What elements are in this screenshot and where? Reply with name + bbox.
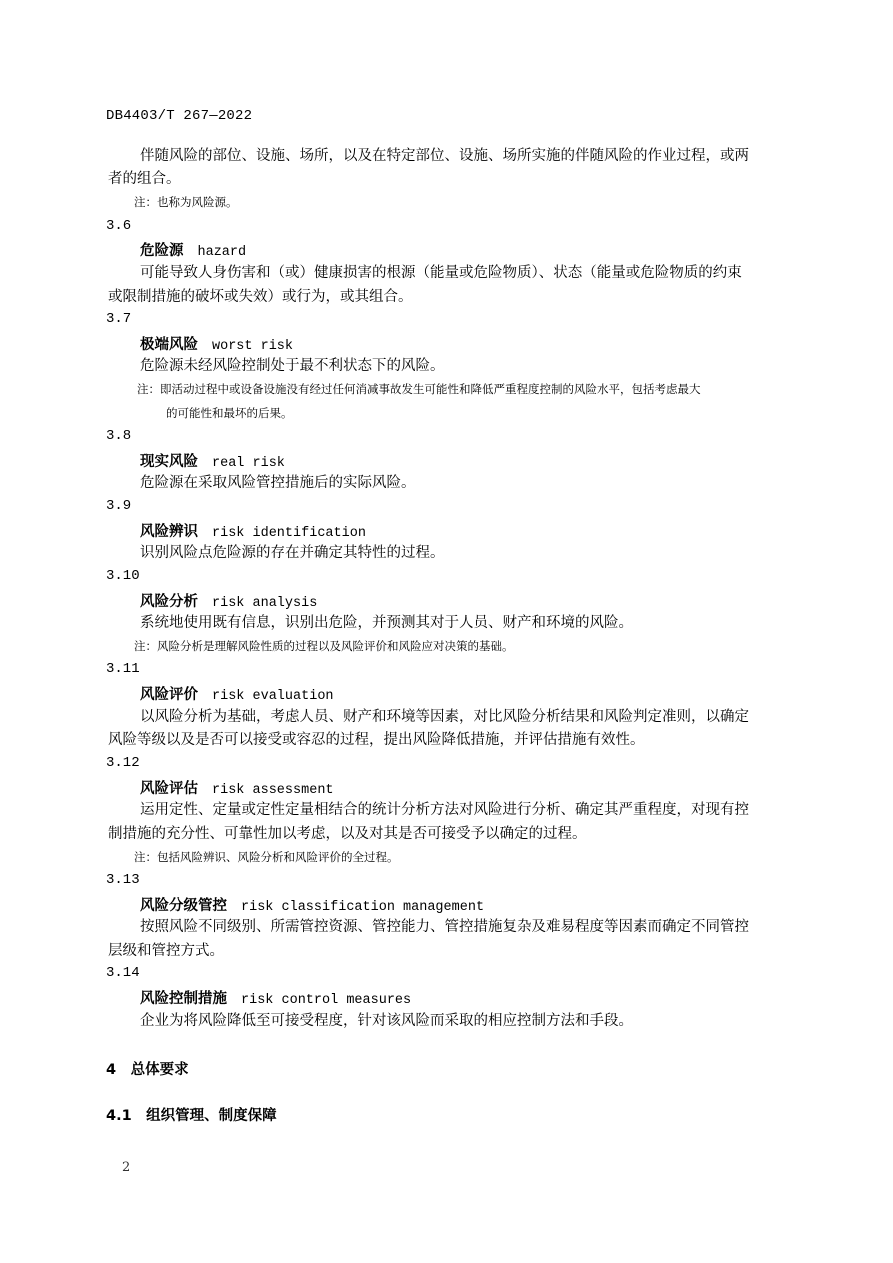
clause-number: 3.8	[106, 428, 132, 444]
term-heading	[140, 239, 246, 260]
definition-line: 按照风险不同级别、所需管控资源、管控能力、管控措施复杂及难易程度等因素而确定不同管控	[140, 919, 749, 935]
term-cn: 风险辨识	[140, 524, 198, 540]
definition-line: 可能导致人身伤害和（或）健康损害的根源（能量或危险物质）、状态（能量或危险物质的约束	[140, 265, 742, 281]
term-en: risk classification management	[241, 900, 485, 915]
term-cn: 现实风险	[140, 454, 198, 470]
term-cn: 风险分析	[140, 594, 198, 610]
definition-line: 系统地使用既有信息，识别出危险，并预测其对于人员、财产和环境的风险。	[140, 615, 633, 631]
definition-line: 识别风险点危险源的存在并确定其特性的过程。	[140, 545, 445, 561]
term-en: worst risk	[212, 339, 294, 354]
note-text: 注：包括风险辨识、风险分析和风险评价的全过程。	[134, 850, 399, 864]
note-text: 注：即活动过程中或设备设施没有经过任何消减事故发生可能性和降低严重程度控制的风险水平，包括考虑最大	[137, 382, 701, 396]
definition-line: 制措施的充分性、可靠性加以考虑，以及对其是否可接受予以确定的过程。	[108, 826, 587, 842]
term-en: risk control measures	[241, 993, 412, 1008]
term-en: risk identification	[212, 526, 366, 541]
term-cn: 极端风险	[140, 337, 198, 353]
term-cn: 风险分级管控	[140, 898, 227, 914]
definition-line: 危险源在采取风险管控措施后的实际风险。	[140, 475, 416, 491]
term-cn: 风险评价	[140, 687, 198, 703]
term-heading	[140, 683, 334, 704]
note-text: 的可能性和最坏的后果。	[166, 406, 293, 420]
page-number: 2	[122, 1160, 131, 1175]
definition-line: 运用定性、定量或定性定量相结合的统计分析方法对风险进行分析、确定其严重程度，对现有控	[140, 802, 749, 818]
term-en: hazard	[197, 245, 247, 260]
term-en: risk evaluation	[212, 689, 334, 704]
term-cn: 风险评估	[140, 781, 198, 797]
term-en: risk analysis	[212, 596, 318, 611]
clause-number: 3.9	[106, 498, 132, 514]
term-heading	[140, 520, 366, 541]
term-cn: 危险源	[140, 243, 184, 259]
term-heading	[140, 894, 484, 915]
section-heading: 4 总体要求	[106, 1062, 189, 1078]
clause-number: 3.11	[106, 661, 140, 677]
term-en: risk assessment	[212, 783, 334, 798]
clause-number: 3.14	[106, 965, 140, 981]
definition-line: 以风险分析为基础，考虑人员、财产和环境等因素，对比风险分析结果和风险判定准则，以确定	[140, 709, 749, 725]
term-heading	[140, 777, 334, 798]
term-en: real risk	[212, 456, 285, 471]
clause-number: 3.7	[106, 311, 132, 327]
clause-number: 3.6	[106, 218, 132, 234]
term-heading	[140, 590, 317, 611]
subsection-heading: 4.1 组织管理、制度保障	[106, 1108, 277, 1124]
term-cn: 风险控制措施	[140, 991, 227, 1007]
definition-line: 或限制措施的破坏或失效）或行为，或其组合。	[108, 289, 413, 305]
note-text: 注：也称为风险源。	[134, 195, 238, 209]
term-heading	[140, 987, 411, 1008]
document-header-id: DB4403/T 267—2022	[106, 108, 253, 124]
note-text: 注：风险分析是理解风险性质的过程以及风险评价和风险应对决策的基础。	[134, 639, 514, 653]
definition-line: 风险等级以及是否可以接受或容忍的过程，提出风险降低措施，并评估措施有效性。	[108, 732, 645, 748]
term-heading	[140, 333, 293, 354]
clause-number: 3.10	[106, 568, 140, 584]
paragraph-line: 伴随风险的部位、设施、场所，以及在特定部位、设施、场所实施的伴随风险的作业过程，或两	[140, 148, 749, 164]
definition-line: 危险源未经风险控制处于最不利状态下的风险。	[140, 358, 445, 374]
paragraph-line: 者的组合。	[108, 171, 181, 187]
clause-number: 3.13	[106, 872, 140, 888]
definition-line: 层级和管控方式。	[108, 943, 224, 959]
term-heading	[140, 450, 285, 471]
definition-line: 企业为将风险降低至可接受程度，针对该风险而采取的相应控制方法和手段。	[140, 1013, 633, 1029]
clause-number: 3.12	[106, 755, 140, 771]
